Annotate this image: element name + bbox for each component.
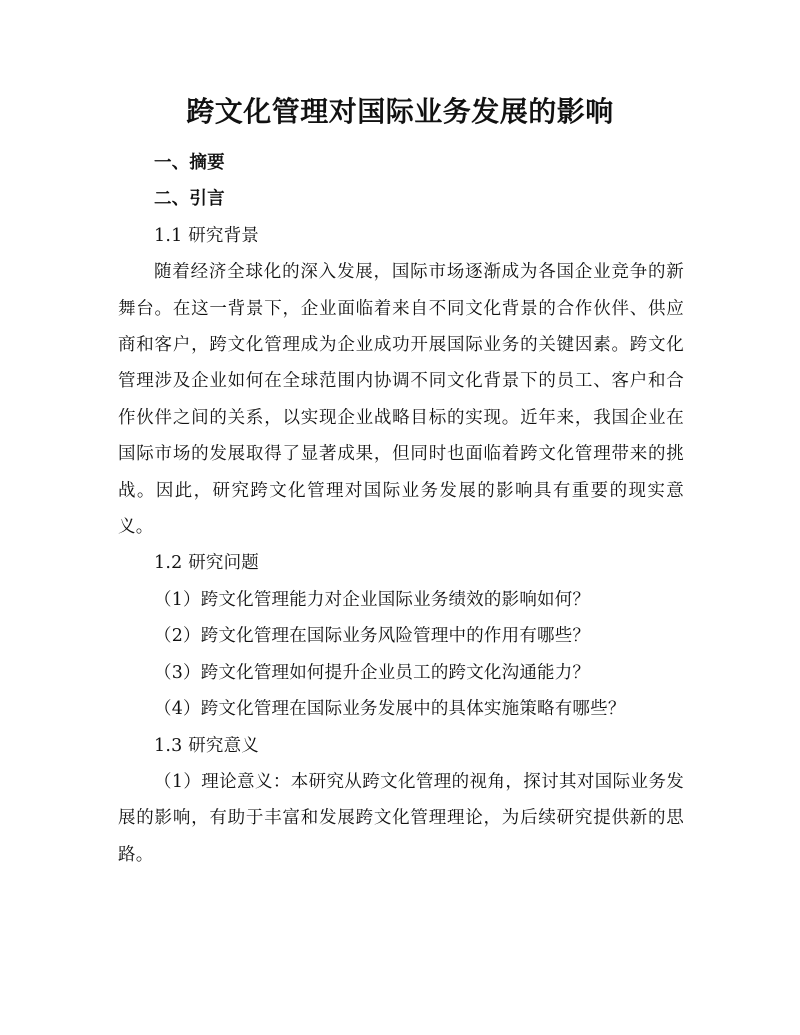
subsection-heading-questions: 1.2 研究问题 [154,553,259,574]
document-title: 跨文化管理对国际业务发展的影响 [186,95,614,128]
paragraph-significance: （1）理论意义：本研究从跨文化管理的视角，探讨其对国际业务发展的影响，有助于丰富和发展跨文化管理理论，为后续研究提供新的思路。 [118,771,684,865]
question-item-2: （2）跨文化管理在国际业务风险管理中的作用有哪些？ [154,626,591,647]
subsection-heading-background: 1.1 研究背景 [154,225,259,246]
subsection-heading-significance: 1.3 研究意义 [154,735,259,756]
section-heading-introduction: 二、引言 [154,189,225,210]
question-item-4: （4）跨文化管理在国际业务发展中的具体实施策略有哪些？ [154,699,626,720]
document-body [118,145,684,873]
question-item-3: （3）跨文化管理如何提升企业员工的跨文化沟通能力？ [154,662,591,683]
paragraph-background: 随着经济全球化的深入发展，国际市场逐渐成为各国企业竞争的新舞台。在这一背景下，企业面临着来自不同文化背景的合作伙伴、供应商和客户，跨文化管理成为企业成功开展国际业务的关键因素。跨文化管理涉及企业如何在全球范围内协调不同文化背景下的员工、客户和合作伙伴之间的关系，以实现企业战略目标的实现。近年来，我国企业在国际市场的发展取得了显著成果，但同时也面临着跨文化管理带来的挑战。因此，研究跨文化管理对国际业务发展的影响具有重要的现实意义。 [118,262,684,538]
question-item-1: （1）跨文化管理能力对企业国际业务绩效的影响如何？ [154,589,591,610]
section-heading-abstract: 一、摘要 [154,153,225,173]
